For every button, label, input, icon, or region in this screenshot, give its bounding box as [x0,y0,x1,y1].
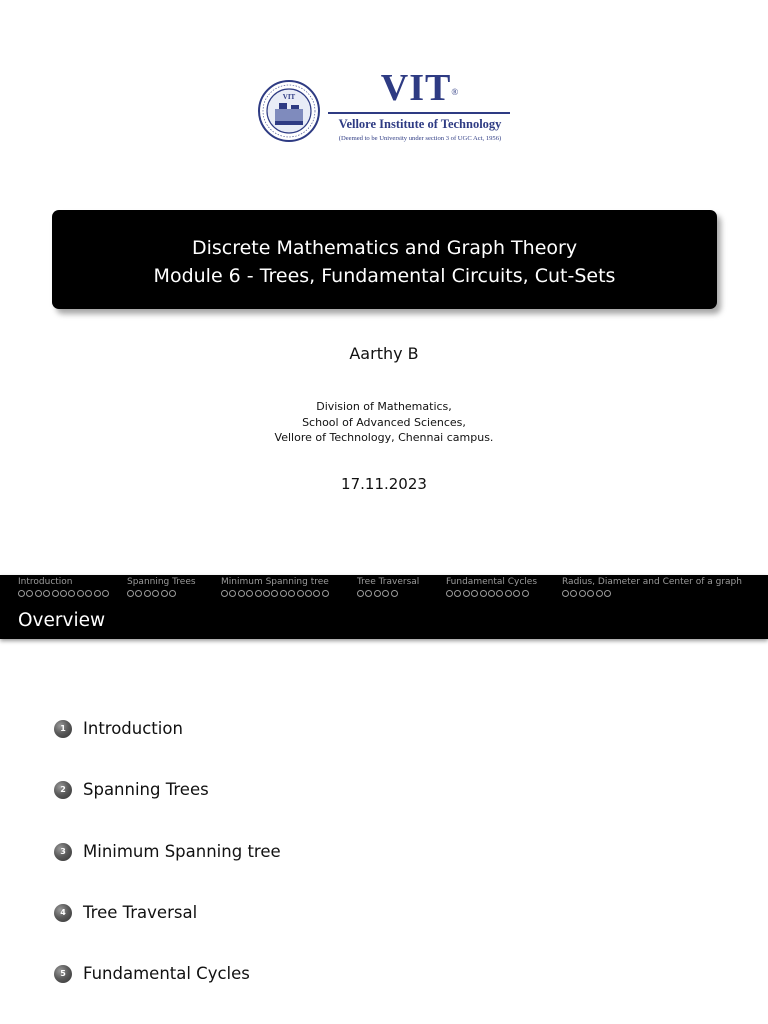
title-box [52,210,717,309]
nav-section-introduction[interactable] [18,576,109,598]
nav-dot-icon[interactable] [488,590,495,597]
nav-dot-icon[interactable] [26,590,33,597]
nav-dot-icon[interactable] [305,590,312,597]
numbered-ball-icon: 4 [54,904,72,922]
toc-item-introduction[interactable] [54,719,183,738]
nav-section-tree-traversal[interactable] [357,576,419,598]
nav-section-label[interactable]: Minimum Spanning tree [221,577,329,587]
nav-dot-icon[interactable] [288,590,295,597]
nav-dot-icon[interactable] [68,590,75,597]
nav-dot-icon[interactable] [596,590,603,597]
author-name: Aarthy B [349,344,419,363]
nav-dot-icon[interactable] [144,590,151,597]
logo-rule [328,112,510,114]
nav-dot-icon[interactable] [297,590,304,597]
nav-dot-icon[interactable] [152,590,159,597]
nav-dot-icon[interactable] [60,590,67,597]
section-navigation-bar [0,575,768,639]
nav-dot-icon[interactable] [522,590,529,597]
nav-dot-icon[interactable] [18,590,25,597]
nav-section-minimum-spanning-tree[interactable] [221,576,329,598]
nav-progress-dots[interactable] [221,589,329,598]
nav-dot-icon[interactable] [246,590,253,597]
nav-section-spanning-trees[interactable] [127,576,196,598]
toc-item-tree-traversal[interactable] [54,903,197,922]
toc-item-spanning-trees[interactable] [54,780,209,799]
nav-dot-icon[interactable] [161,590,168,597]
nav-dot-icon[interactable] [391,590,398,597]
nav-dot-icon[interactable] [263,590,270,597]
nav-dot-icon[interactable] [35,590,42,597]
nav-progress-dots[interactable] [18,589,109,598]
institute-block [0,399,768,446]
numbered-ball-icon: 1 [54,720,72,738]
nav-dot-icon[interactable] [496,590,503,597]
nav-dot-icon[interactable] [238,590,245,597]
nav-dot-icon[interactable] [127,590,134,597]
nav-dot-icon[interactable] [587,590,594,597]
nav-progress-dots[interactable] [446,589,537,598]
course-title: Discrete Mathematics and Graph Theory [191,237,578,259]
nav-dot-icon[interactable] [229,590,236,597]
numbered-ball-icon: 2 [54,781,72,799]
nav-dot-icon[interactable] [463,590,470,597]
module-title: Module 6 - Trees, Fundamental Circuits, Cut-Sets [153,265,616,287]
nav-progress-dots[interactable] [562,589,742,598]
toc-item-label[interactable]: Fundamental Cycles [83,964,250,983]
presentation-date: 17.11.2023 [341,475,427,493]
nav-dot-icon[interactable] [562,590,569,597]
overview-slide [0,575,768,1024]
institute-line: School of Advanced Sciences, [302,415,466,429]
nav-dot-icon[interactable] [604,590,611,597]
nav-dot-icon[interactable] [271,590,278,597]
nav-dot-icon[interactable] [579,590,586,597]
logo-institution-name: Vellore Institute of Technology [338,117,502,131]
nav-progress-dots[interactable] [127,589,196,598]
nav-section-label[interactable]: Introduction [18,577,73,587]
seal-text: VIT [282,93,296,101]
nav-dot-icon[interactable] [52,590,59,597]
nav-dot-icon[interactable] [505,590,512,597]
nav-dot-icon[interactable] [454,590,461,597]
nav-section-fundamental-cycles[interactable] [446,576,537,598]
numbered-ball-icon: 3 [54,843,72,861]
nav-dot-icon[interactable] [446,590,453,597]
nav-dot-icon[interactable] [513,590,520,597]
nav-dot-icon[interactable] [221,590,228,597]
toc-item-label[interactable]: Spanning Trees [83,780,209,799]
logo-subtitle: (Deemed to be University under section 3 of UGC Act, 1956) [338,135,502,142]
nav-section-radius-diameter-center[interactable] [562,576,742,598]
nav-dot-icon[interactable] [85,590,92,597]
vit-seal-icon [257,79,321,143]
nav-dot-icon[interactable] [322,590,329,597]
frame-title: Overview [18,610,106,631]
nav-dot-icon[interactable] [135,590,142,597]
nav-section-label[interactable]: Spanning Trees [127,577,196,587]
nav-dot-icon[interactable] [313,590,320,597]
nav-dot-icon[interactable] [374,590,381,597]
nav-section-label[interactable]: Fundamental Cycles [446,577,538,587]
nav-dot-icon[interactable] [480,590,487,597]
nav-dot-icon[interactable] [43,590,50,597]
toc-item-label[interactable]: Tree Traversal [83,903,198,922]
vit-logo [255,66,513,152]
institute-line: Vellore of Technology, Chennai campus. [274,431,494,444]
institute-line: Division of Mathematics, [316,400,452,413]
toc-item-minimum-spanning-tree[interactable] [54,842,281,861]
toc-item-fundamental-cycles[interactable] [54,964,250,983]
nav-dot-icon[interactable] [471,590,478,597]
numbered-ball-icon: 5 [54,965,72,983]
nav-progress-dots[interactable] [357,589,419,598]
nav-dot-icon[interactable] [357,590,364,597]
nav-dot-icon[interactable] [77,590,84,597]
registered-mark: ® [451,87,460,97]
nav-dot-icon[interactable] [94,590,101,597]
nav-section-label[interactable]: Tree Traversal [357,577,420,587]
logo-wordmark: VIT® [380,67,460,109]
nav-dot-icon[interactable] [570,590,577,597]
nav-dot-icon[interactable] [382,590,389,597]
nav-dot-icon[interactable] [255,590,262,597]
nav-section-label[interactable]: Radius, Diameter and Center of a graph [562,577,742,587]
toc-item-label[interactable]: Introduction [83,719,183,738]
nav-dot-icon[interactable] [365,590,372,597]
nav-dot-icon[interactable] [169,590,176,597]
nav-dot-icon[interactable] [102,590,109,597]
toc-item-label[interactable]: Minimum Spanning tree [83,842,281,861]
nav-dot-icon[interactable] [280,590,287,597]
